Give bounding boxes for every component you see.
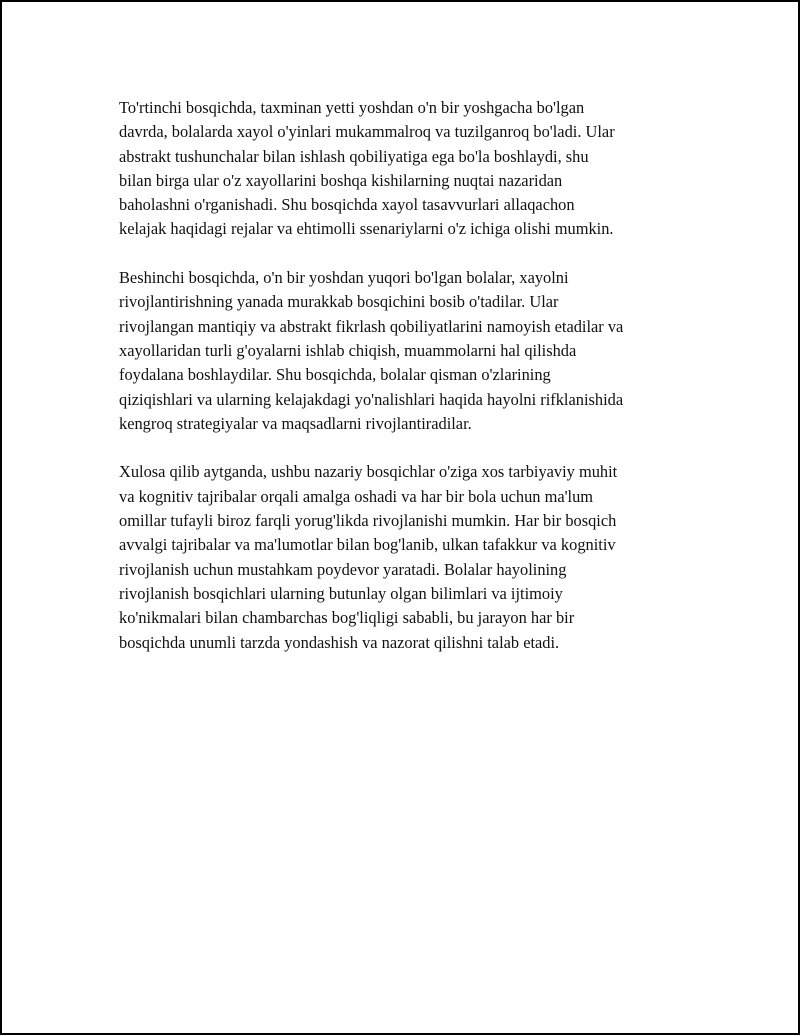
text-line: omillar tufayli biroz farqli yorug'likda rivojlanishi mumkin. Har bir bosqich — [119, 511, 617, 531]
text-line: rivojlanish uchun mustahkam poydevor yaratadi. Bolalar hayolining — [119, 559, 567, 579]
text-line: qiziqishlari va ularning kelajakdagi yo'nalishlari haqida hayolni rifklanishida — [119, 389, 624, 409]
text-line: Beshinchi bosqichda, o'n bir yoshdan yuqori bo'lgan bolalar, xayolni — [119, 268, 569, 288]
text-line: kelajak haqidagi rejalar va ehtimolli ssenariylarni o'z ichiga olishi mumkin. — [119, 219, 614, 239]
text-line: rivojlanish bosqichlari ularning butunlay olgan bilimlari va ijtimoiy — [119, 583, 563, 603]
paragraph-fifth-stage — [119, 266, 699, 436]
text-line: baholashni o'rganishadi. Shu bosqichda xayol tasavvurlari allaqachon — [119, 195, 575, 215]
paragraph-conclusion — [119, 460, 699, 654]
text-line: abstrakt tushunchalar bilan ishlash qobiliyatiga ega bo'la boshlaydi, shu — [119, 146, 589, 166]
text-line: bosqichda unumli tarzda yondashish va nazorat qilishni talab etadi. — [119, 632, 560, 652]
text-line: va kognitiv tajribalar orqali amalga oshadi va har bir bola uchun ma'lum — [119, 486, 594, 506]
text-line: avvalgi tajribalar va ma'lumotlar bilan bog'lanib, ulkan tafakkur va kognitiv — [119, 535, 616, 555]
text-line: xayollaridan turli g'oyalarni ishlab chiqish, muammolarni hal qilishda — [119, 340, 577, 360]
text-line: kengroq strategiyalar va maqsadlarni rivojlantiradilar. — [119, 413, 472, 433]
paragraph-fourth-stage — [119, 96, 699, 242]
text-line: Xulosa qilib aytganda, ushbu nazariy bosqichlar o'ziga xos tarbiyaviy muhit — [119, 462, 618, 482]
text-line: foydalana boshlaydilar. Shu bosqichda, bolalar qisman o'zlarining — [119, 365, 551, 385]
document-body — [119, 96, 699, 679]
text-line: davrda, bolalarda xayol o'yinlari mukammalroq va tuzilganroq bo'ladi. Ular — [119, 122, 615, 142]
text-line: rivojlangan mantiqiy va abstrakt fikrlash qobiliyatlarini namoyish etadilar va — [119, 316, 624, 336]
text-line: ko'nikmalari bilan chambarchas bog'liqligi sababli, bu jarayon har bir — [119, 608, 575, 628]
text-line: To'rtinchi bosqichda, taxminan yetti yoshdan o'n bir yoshgacha bo'lgan — [119, 98, 585, 117]
text-line: bilan birga ular o'z xayollarini boshqa kishilarning nuqtai nazaridan — [119, 170, 563, 190]
text-line: rivojlantirishning yanada murakkab bosqichini bosib o'tadilar. Ular — [119, 292, 559, 312]
